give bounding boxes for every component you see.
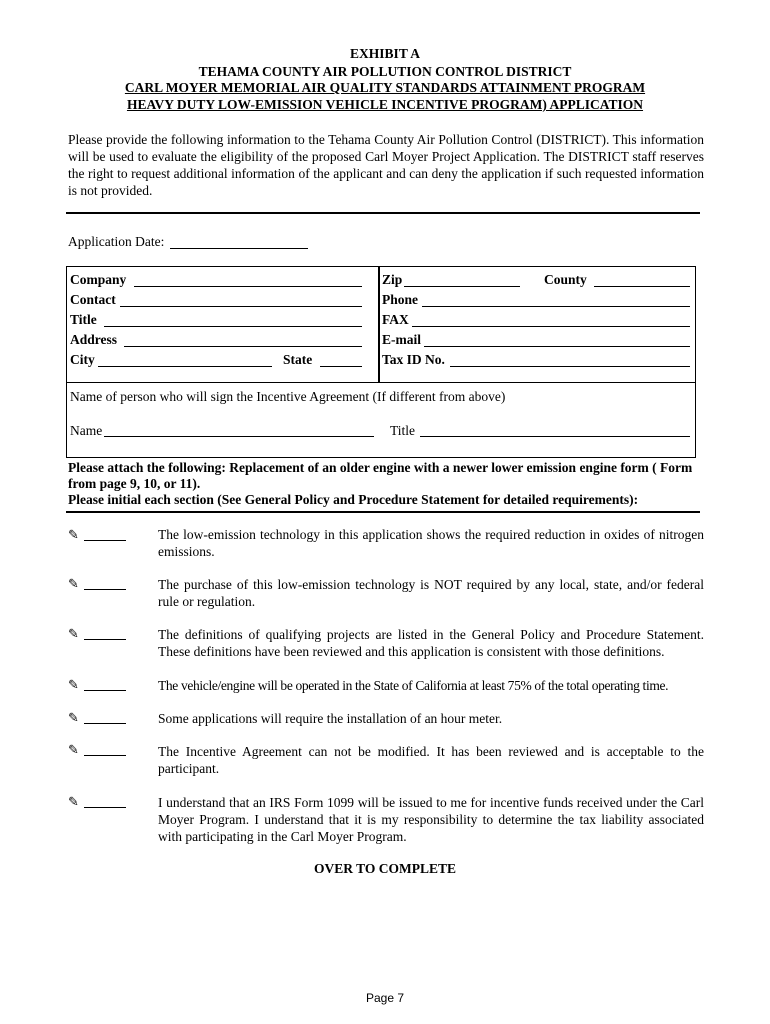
list-item: The purchase of this low-emission technology is NOT required by any local, state, and/or federal rule or regulation. xyxy=(158,577,704,609)
company-label: Company xyxy=(70,272,127,287)
city-field[interactable] xyxy=(98,366,272,367)
district-name: TEHAMA COUNTY AIR POLLUTION CONTROL DISTRICT xyxy=(198,64,572,79)
initial-instruction: Please initial each section (See General Policy and Procedure Statement for detailed requirements): xyxy=(68,492,639,507)
title-label: Title xyxy=(70,312,97,327)
address-label: Address xyxy=(70,332,118,347)
initial-field[interactable] xyxy=(84,755,126,756)
contact-label: Contact xyxy=(70,292,116,307)
attach-forms: from page 9, 10, or 11). xyxy=(68,476,201,491)
pencil-icon: ✎ xyxy=(68,678,79,693)
signer-name-label: Name xyxy=(70,423,103,438)
address-field[interactable] xyxy=(124,346,362,347)
signer-title-label: Title xyxy=(390,423,416,438)
initial-field[interactable] xyxy=(84,540,126,541)
zip-field[interactable] xyxy=(404,286,520,287)
list-item: The low-emission technology in this application shows the required reduction in oxides of nitrogen emissions. xyxy=(158,527,704,559)
contact-field[interactable] xyxy=(120,306,362,307)
section-divider xyxy=(66,212,700,214)
state-label: State xyxy=(283,352,313,367)
program-name: CARL MOYER MEMORIAL AIR QUALITY STANDARDS ATTAINMENT PROGRAM xyxy=(124,80,646,95)
zip-label: Zip xyxy=(382,272,403,287)
pencil-icon: ✎ xyxy=(68,528,79,543)
email-field[interactable] xyxy=(424,346,690,347)
list-item: I understand that an IRS Form 1099 will be issued to me for incentive funds received under the Carl Moyer Program. I understand that it is my responsibility to determine the tax liability associated with participating in the Carl Moyer Program. xyxy=(158,795,704,844)
list-item: Some applications will require the installation of an hour meter. xyxy=(158,711,503,726)
list-item: The vehicle/engine will be operated in the State of California at least 75% of the total operating time. xyxy=(158,678,669,693)
pencil-icon: ✎ xyxy=(68,627,79,642)
page-number: Page 7 xyxy=(365,991,405,1005)
tax-id-field[interactable] xyxy=(450,366,690,367)
attach-divider xyxy=(66,511,700,513)
application-title: HEAVY DUTY LOW-EMISSION VEHICLE INCENTIVE PROGRAM) APPLICATION xyxy=(126,97,644,112)
pencil-icon: ✎ xyxy=(68,795,79,810)
form-row-divider xyxy=(66,382,695,383)
application-date-label: Application Date: xyxy=(68,234,165,249)
list-item: The Incentive Agreement can not be modified. It has been reviewed and is acceptable to the participant. xyxy=(158,744,704,776)
form-column-divider xyxy=(378,266,380,382)
phone-label: Phone xyxy=(382,292,419,307)
city-label: City xyxy=(70,352,95,367)
company-field[interactable] xyxy=(134,286,362,287)
signer-title-field[interactable] xyxy=(420,436,690,437)
initial-field[interactable] xyxy=(84,589,126,590)
exhibit-label: EXHIBIT A xyxy=(350,46,420,61)
county-field[interactable] xyxy=(594,286,690,287)
initial-field[interactable] xyxy=(84,807,126,808)
initial-field[interactable] xyxy=(84,723,126,724)
pencil-icon: ✎ xyxy=(68,711,79,726)
intro-paragraph: Please provide the following information to the Tehama County Air Pollution Control (DISTRICT). This information will be used to evaluate the eligibility of the proposed Carl Moyer Project Application. The DISTRICT staff reserves the right to request additional information of the applicant and can deny the application if such requested information is not provided. xyxy=(68,132,704,198)
initial-field[interactable] xyxy=(84,690,126,691)
list-item: The definitions of qualifying projects are listed in the General Policy and Procedure Statement. These definitions have been reviewed and this application is consistent with those definitions. xyxy=(158,627,704,659)
application-date-field[interactable] xyxy=(170,248,308,249)
tax-id-label: Tax ID No. xyxy=(382,352,445,367)
state-field[interactable] xyxy=(320,366,362,367)
attach-instruction: Please attach the following: Replacement of an older engine with a newer lower emission engine form ( Form xyxy=(68,460,693,475)
over-to-complete: OVER TO COMPLETE xyxy=(313,861,457,876)
pencil-icon: ✎ xyxy=(68,577,79,592)
applicant-info-box xyxy=(66,266,696,458)
title-field[interactable] xyxy=(104,326,362,327)
phone-field[interactable] xyxy=(422,306,690,307)
fax-label: FAX xyxy=(382,312,409,327)
email-label: E-mail xyxy=(382,332,421,347)
pencil-icon: ✎ xyxy=(68,743,79,758)
fax-field[interactable] xyxy=(412,326,690,327)
initial-field[interactable] xyxy=(84,639,126,640)
county-label: County xyxy=(544,272,587,287)
signer-note: Name of person who will sign the Incentive Agreement (If different from above) xyxy=(70,389,506,404)
signer-name-field[interactable] xyxy=(104,436,374,437)
